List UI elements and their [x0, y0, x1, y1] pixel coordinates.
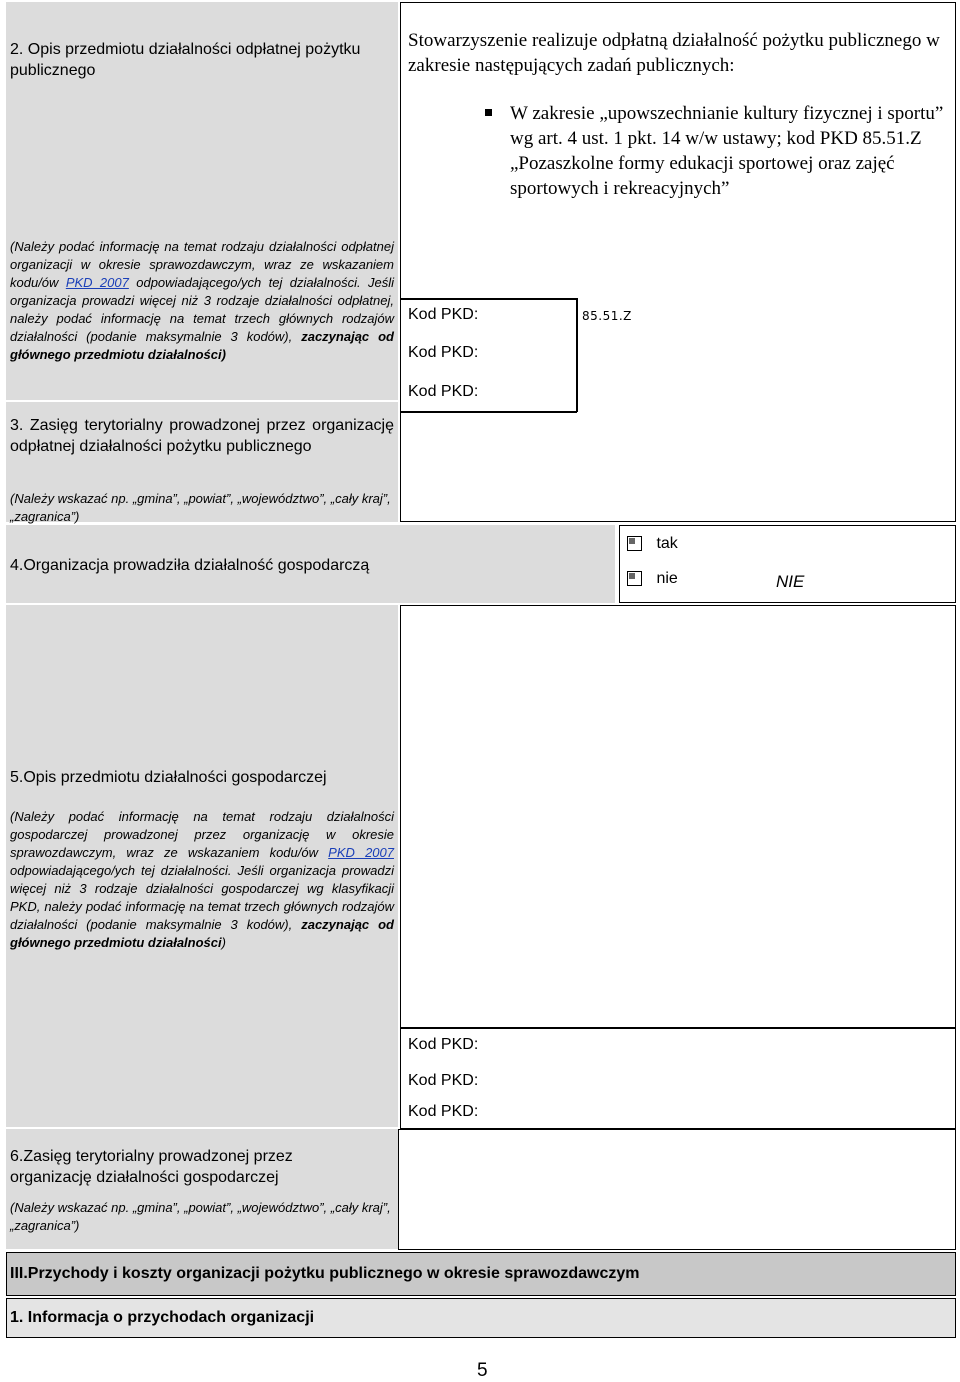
sec6-content-box — [398, 1129, 956, 1250]
sec2-note-b: odpowiadającego/ych tej działalności. Jeśli organizacja prowadzi więcej niż 3 rodzaje działalności odpłatnej, należy podać informację na temat trzech głównych rodzajów działalności (podanie maksymalnie 3 kodów), — [10, 275, 394, 344]
kod-pkd-label-6: Kod PKD: — [408, 1103, 479, 1120]
pkd-2007-link[interactable]: PKD 2007 — [65, 275, 129, 290]
sec6-instructions: (Należy wskazać np. „gmina”, „powiat”, „województwo”, „cały kraj”, „zagranica”) — [10, 1200, 391, 1233]
divider — [400, 1027, 956, 1029]
kod-pkd-label-2: Kod PKD: — [408, 344, 479, 361]
option-no-label: nie — [656, 570, 678, 587]
sec2-intro-text: Stowarzyszenie realizuje odpłatną działalność pożytku publicznego w zakresie następujących zadań publicznych: — [408, 30, 940, 76]
sec4-answer-value: NIE — [776, 572, 805, 591]
secIII-title: III.Przychody i koszty organizacji pożytku publicznego w okresie sprawozdawczym — [10, 1265, 640, 1282]
kod-pkd-label-3: Kod PKD: — [408, 383, 479, 400]
option-yes[interactable] — [627, 535, 678, 553]
checkbox-icon[interactable] — [627, 571, 642, 586]
square-bullet-icon — [485, 109, 492, 116]
option-yes-label: tak — [656, 535, 678, 552]
option-no[interactable] — [627, 570, 678, 588]
sec5-title: 5.Opis przedmiotu działalności gospodarczej — [10, 769, 327, 786]
list-item: W zakresie „upowszechnianie kultury fizycznej i sportu” wg art. 4 ust. 1 pkt. 14 w/w ustawy; kod PKD 85.51.Z „Pozaszkolne formy edukacji sportowej oraz zajęć sportowych i rekreacyjnych” — [510, 101, 950, 201]
sec2-content-box — [400, 2, 956, 522]
sec4-title: 4.Organizacja prowadziła działalność gospodarczą — [10, 557, 370, 574]
sec6-title: 6.Zasięg terytorialny prowadzonej przez organizację działalności gospodarczej — [10, 1148, 293, 1186]
pkd-2007-link[interactable]: PKD 2007 — [328, 845, 394, 860]
sec3-title: 3. Zasięg terytorialny prowadzonej przez organizację odpłatnej działalności pożytku publicznego — [10, 417, 394, 455]
sec2-bullet-list — [510, 101, 950, 201]
sec2-note-a: (Należy podać informację na temat rodzaju działalności odpłatnej organizacji w okresie sprawozdawczym, wraz ze wskazaniem kodu/ów — [10, 239, 394, 290]
page-number: 5 — [477, 1360, 488, 1381]
sec2-instructions — [10, 238, 394, 364]
sec2-title: 2. Opis przedmiotu działalności odpłatnej pożytku publicznego — [10, 41, 361, 79]
divider — [400, 298, 577, 300]
sec5-instructions: (Należy podać informację na temat rodzaju działalności gospodarczej prowadzonej przez organizację w okresie sprawozdawczym, wraz ze wskazaniem kodu/ów PKD 2007 odpowiadającego/ych tej działalności. Jeśli organizacja prowadzi więcej niż 3 rodzaje działalności gospodarczej wg klasyfikacji PKD, należy podać informację na temat trzech głównych rodzajów działalności (podanie maksymalnie 3 kodów), zaczynając od głównego przedmiotu działalności) — [10, 809, 394, 950]
divider — [576, 298, 578, 412]
kod-pkd-label-5: Kod PKD: — [408, 1072, 479, 1089]
kod-pkd-label-1: Kod PKD: — [408, 306, 479, 323]
checkbox-icon[interactable] — [627, 536, 642, 551]
divider — [400, 411, 577, 413]
sec3-instructions: (Należy wskazać np. „gmina”, „powiat”, „województwo”, „cały kraj”, „zagranica”) — [10, 491, 391, 524]
sec2-note-bold: zaczynając od głównego przedmiotu działalności) — [10, 329, 394, 362]
kod-pkd-label-4: Kod PKD: — [408, 1036, 479, 1053]
kod-pkd-value-1[interactable]: 85.51.Z — [582, 309, 632, 323]
sec5-content-box — [400, 605, 956, 1129]
secIII-sub1-title: 1. Informacja o przychodach organizacji — [10, 1309, 315, 1326]
